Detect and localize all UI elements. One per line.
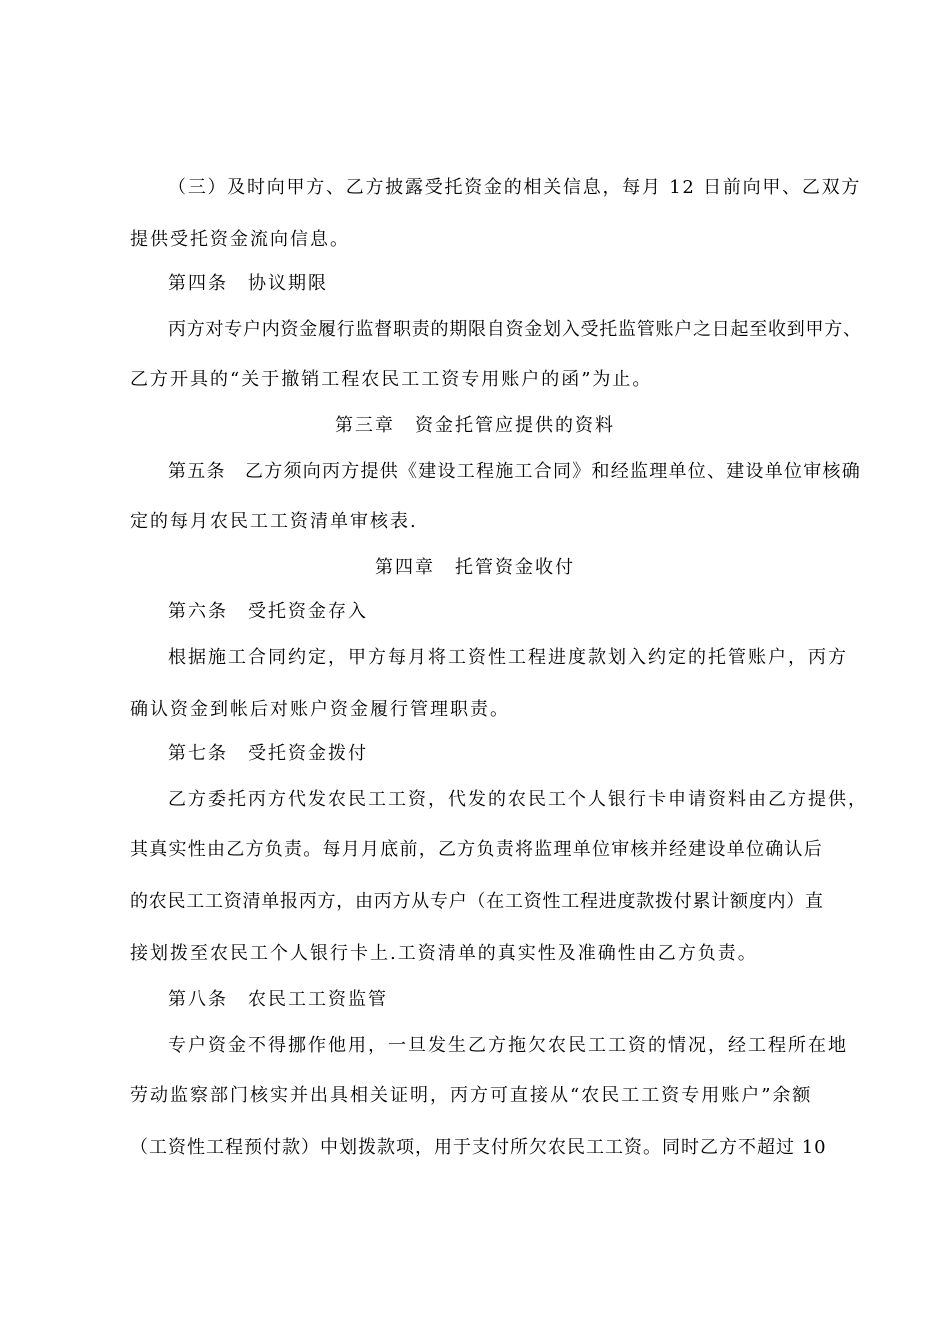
- paragraph-line: 确认资金到帐后对账户资金履行管理职责。: [130, 699, 510, 720]
- article-number: 第四条: [168, 273, 228, 294]
- paragraph-line: 乙方委托丙方代发农民工工资，代发的农民工个人银行卡申请资料由乙方提供，: [168, 789, 868, 810]
- paragraph-line: 乙方开具的“关于撤销工程农民工工资专用账户的函”为止。: [130, 369, 653, 390]
- paragraph-line: 根据施工合同约定，甲方每月将工资性工程进度款划入约定的托管账户，丙方: [168, 647, 848, 668]
- chapter-heading: [0, 414, 950, 438]
- paragraph-line: （三）及时向甲方、乙方披露受托资金的相关信息，每月 12 日前向甲、乙双方: [168, 177, 862, 198]
- paragraph-line: 提供受托资金流向信息。: [130, 229, 350, 250]
- paragraph-line: 劳动监察部门核实并出具相关证明，丙方可直接从“农民工工资专用账户”余额: [130, 1085, 813, 1106]
- article-heading: [168, 988, 868, 1012]
- paragraph-line: （工资性工程预付款）中划拨款项，用于支付所欠农民工工资。同时乙方不超过 10: [130, 1137, 827, 1158]
- chapter-title: 资金托管应提供的资料: [415, 415, 615, 436]
- paragraph-line: 其真实性由乙方负责。每月月底前，乙方负责将监理单位审核并经建设单位确认后: [130, 839, 823, 860]
- article-number: 第七条: [168, 743, 228, 764]
- paragraph-line: 接划拨至农民工个人银行卡上.工资清单的真实性及准确性由乙方负责。: [130, 943, 758, 964]
- article-title: 受托资金存入: [248, 601, 368, 622]
- chapter-heading: [0, 556, 950, 580]
- article-number: 第八条: [168, 989, 228, 1010]
- paragraph-line: 第五条 乙方须向丙方提供《建设工程施工合同》和经监理单位、建设单位审核确: [168, 461, 861, 482]
- chapter-number: 第三章: [335, 415, 395, 436]
- chapter-number: 第四章: [375, 557, 435, 578]
- chapter-title: 托管资金收付: [455, 557, 575, 578]
- article-title: 农民工工资监管: [248, 989, 388, 1010]
- article-heading: [168, 742, 868, 766]
- paragraph-line: 专户资金不得挪作他用，一旦发生乙方拖欠农民工工资的情况，经工程所在地: [168, 1035, 848, 1056]
- article-title: 协议期限: [248, 273, 328, 294]
- article-title: 受托资金拨付: [248, 743, 368, 764]
- article-number: 第六条: [168, 601, 228, 622]
- paragraph-line: 定的每月农民工工资清单审核表.: [130, 511, 418, 532]
- paragraph-line: 丙方对专户内资金履行监督职责的期限自资金划入受托监管账户之日起至收到甲方、: [168, 319, 862, 340]
- paragraph-line: 的农民工工资清单报丙方，由丙方从专户（在工资性工程进度款拨付累计额度内）直: [130, 891, 824, 912]
- article-heading: [168, 272, 868, 296]
- article-heading: [168, 600, 868, 624]
